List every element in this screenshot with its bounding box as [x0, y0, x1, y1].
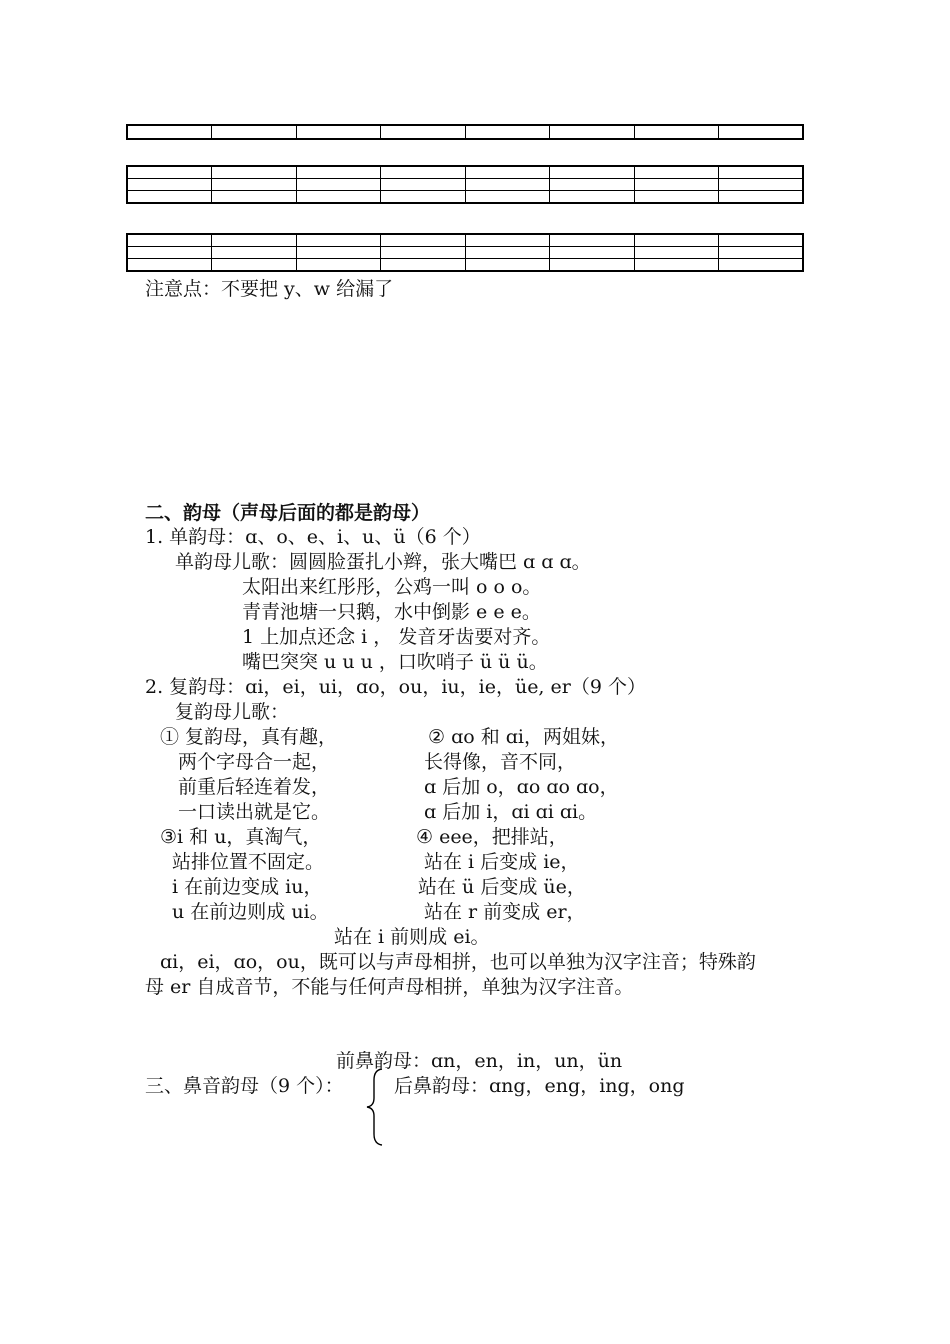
single-finals-song-intro: 单韵母儿歌：圆圆脸蛋扎小辫，张大嘴巴 ɑ ɑ ɑ。: [175, 551, 591, 573]
table-cell: [296, 125, 381, 139]
table-cell: [381, 125, 466, 139]
song-right-line: 站在 i 后变成 ie，: [424, 851, 580, 873]
song-left-line: ① 复韵母，真有趣，: [160, 726, 338, 748]
table-row: [127, 191, 803, 204]
table-cell: [296, 247, 381, 259]
table-cell: [634, 125, 719, 139]
table-cell: [212, 166, 297, 179]
table-cell: [296, 191, 381, 204]
compound-song-intro: 复韵母儿歌：: [175, 701, 290, 723]
table-cell: [381, 191, 466, 204]
song-left-line: 前重后轻连着发，: [178, 776, 331, 798]
table-cell: [381, 166, 466, 179]
table-cell: [465, 179, 550, 191]
table-cell: [381, 179, 466, 191]
song-right-line: 站在 r 前变成 er，: [424, 901, 586, 923]
table-cell: [127, 179, 212, 191]
table-cell: [719, 259, 804, 272]
song-right-line: 站在 ü 后变成 üe，: [418, 876, 586, 898]
table-cell: [296, 234, 381, 247]
table-cell: [127, 125, 212, 139]
table-cell: [127, 234, 212, 247]
section2-heading: 二、韵母（声母后面的都是韵母）: [145, 502, 431, 524]
song-right-line: ④ eee，把排站，: [416, 826, 568, 848]
song-center-end: 站在 i 前则成 ei。: [334, 926, 490, 948]
table-cell: [465, 166, 550, 179]
song-left-line: ③i 和 u，真淘气，: [160, 826, 322, 848]
table-cell: [212, 179, 297, 191]
table-row: [127, 234, 803, 247]
front-nasal-finals: 前鼻韵母：ɑn，en，in，un，ün: [336, 1050, 623, 1072]
compound-explain-1: ɑi，ei，ɑo，ou，既可以与声母相拼，也可以单独为汉字注音；特殊韵: [160, 951, 756, 973]
song-right-line: ɑ 后加 o，ɑo ɑo ɑo，: [424, 776, 619, 798]
table-cell: [634, 259, 719, 272]
table-cell: [634, 179, 719, 191]
song-left-line: i 在前边变成 iu，: [172, 876, 323, 898]
song-left-line: 一口读出就是它。: [178, 801, 331, 823]
table-row: [127, 247, 803, 259]
table-cell: [212, 247, 297, 259]
song-right-line: 长得像，音不同，: [424, 751, 577, 773]
table-cell: [212, 191, 297, 204]
table-cell: [296, 166, 381, 179]
table-row: [127, 125, 803, 139]
table-cell: [212, 259, 297, 272]
table-cell: [550, 259, 635, 272]
blank-table-2: [126, 165, 804, 204]
song-left-line: 站排位置不固定。: [172, 851, 325, 873]
table-cell: [719, 247, 804, 259]
table-cell: [634, 234, 719, 247]
song-right-line: ② ɑo 和 ɑi，两姐妹，: [428, 726, 619, 748]
table-cell: [127, 259, 212, 272]
table-cell: [719, 125, 804, 139]
table-cell: [296, 259, 381, 272]
table-cell: [550, 179, 635, 191]
table-cell: [719, 234, 804, 247]
table-cell: [465, 191, 550, 204]
table-cell: [719, 191, 804, 204]
table-cell: [550, 247, 635, 259]
table-cell: [550, 234, 635, 247]
table-cell: [296, 179, 381, 191]
compound-finals-title: 2. 复韵母：ɑi，ei，ui，ɑo，ou，iu，ie，üe, er（9 个）: [145, 676, 646, 698]
table-cell: [550, 166, 635, 179]
compound-explain-2: 母 er 自成音节，不能与任何声母相拼，单独为汉字注音。: [145, 976, 634, 998]
song-right-line: ɑ 后加 i，ɑi ɑi ɑi。: [424, 801, 598, 823]
table-cell: [465, 125, 550, 139]
table-cell: [381, 259, 466, 272]
table-cell: [127, 166, 212, 179]
table-row: [127, 166, 803, 179]
table-cell: [634, 247, 719, 259]
song-line: 1 上加点还念 i ， 发音牙齿要对齐。: [242, 626, 551, 648]
curly-brace: [364, 1068, 386, 1146]
table-cell: [550, 191, 635, 204]
song-line: 太阳出来红彤彤，公鸡一叫 o o o。: [242, 576, 542, 598]
table-cell: [127, 247, 212, 259]
note-text: 注意点：不要把 y、w 给漏了: [145, 278, 394, 300]
table-cell: [719, 179, 804, 191]
table-cell: [465, 234, 550, 247]
song-line: 嘴巴突突 u u u ，口吹哨子 ü ü ü。: [242, 651, 548, 673]
song-left-line: u 在前边则成 ui。: [172, 901, 329, 923]
single-finals-title: 1. 单韵母：ɑ、o、e、i、u、ü（6 个）: [145, 526, 481, 548]
table-cell: [381, 247, 466, 259]
table-cell: [212, 234, 297, 247]
song-line: 青青池塘一只鹅，水中倒影 e e e。: [242, 601, 541, 623]
section3-heading: 三、鼻音韵母（9 个）：: [145, 1075, 344, 1097]
table-cell: [465, 247, 550, 259]
table-cell: [634, 166, 719, 179]
table-cell: [212, 125, 297, 139]
table-cell: [381, 234, 466, 247]
table-cell: [550, 125, 635, 139]
back-nasal-finals: 后鼻韵母：ɑng，eng，ing，ong: [394, 1075, 685, 1097]
table-cell: [634, 191, 719, 204]
table-cell: [127, 191, 212, 204]
blank-table-3: [126, 233, 804, 272]
song-left-line: 两个字母合一起，: [178, 751, 331, 773]
table-cell: [465, 259, 550, 272]
table-cell: [719, 166, 804, 179]
table-row: [127, 179, 803, 191]
table-row: [127, 259, 803, 272]
blank-table-1: [126, 124, 804, 140]
